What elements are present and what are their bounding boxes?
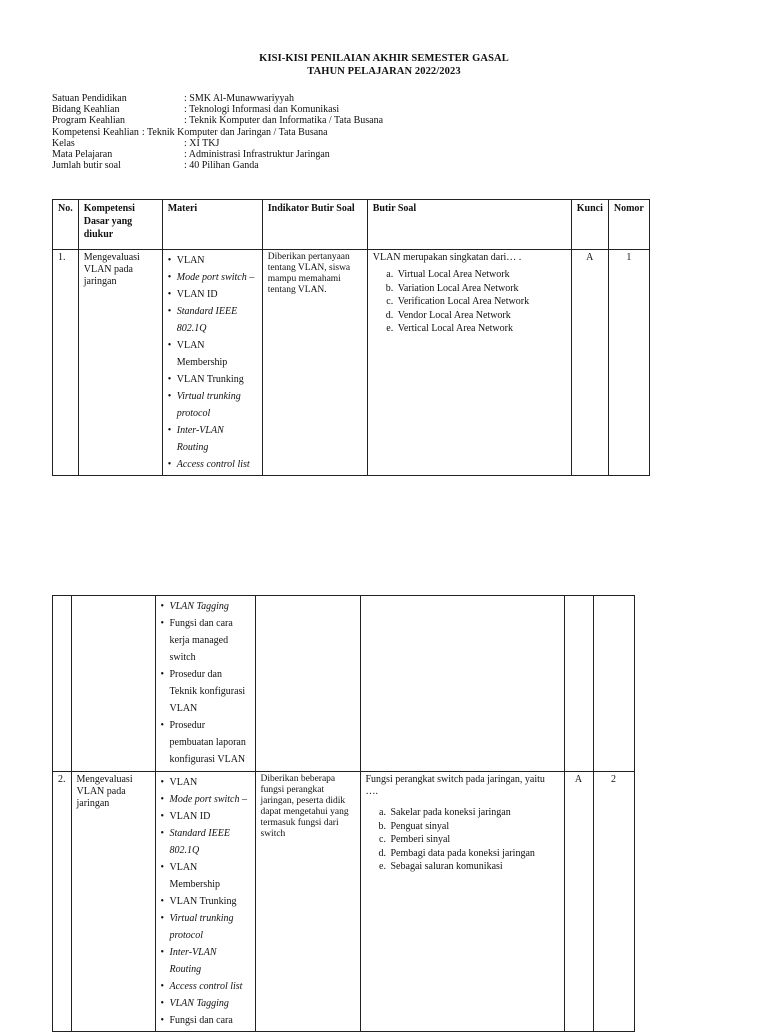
materi-item: • VLAN Tagging [161,995,250,1012]
meta-value: : Teknik Komputer dan Jaringan / Tata Busana [141,126,328,138]
row-kunci: A [564,772,593,1032]
table-row [53,250,650,476]
header-kunci: Kunci [571,200,608,250]
document-title-line1: KISI-KISI PENILAIAN AKHIR SEMESTER GASAL [259,53,509,64]
header-indikator: Indikator Butir Soal [262,200,367,250]
row-kompetensi-dasar: Mengevaluasi VLAN pada jaringan [78,250,162,476]
meta-value: : XI TKJ [184,137,220,149]
row-materi [155,772,255,1032]
materi-item: • Fungsi dan cara kerja managed switch [161,615,250,666]
materi-item: • Access control list [161,978,250,995]
row-materi [162,250,262,476]
header-no: No. [53,200,79,250]
meta-label: Mata Pelajaran [52,149,113,161]
meta-row [52,93,383,104]
header-butir-soal: Butir Soal [367,200,571,250]
meta-value: : SMK Al-Munawwariyyah [184,93,294,104]
answer-option: a. Sakelar pada koneksi jaringan [389,806,559,820]
answer-option: b. Variation Local Area Network [396,282,566,296]
meta-row [52,115,383,126]
materi-item: • Mode port switch – [168,269,257,286]
row-indikator: Diberikan pertanyaan tentang VLAN, siswa mampu memahami tentang VLAN. [262,250,367,476]
materi-item: • VLAN Tagging [161,598,250,615]
row-indikator: Diberikan beberapa fungsi perangkat jaringan, peserta didik dapat mengetahui yang termasuk fungsi dari switch [255,772,360,1032]
materi-item: • Virtual trunking protocol [161,910,250,944]
meta-value: : Teknologi Informasi dan Komunikasi [184,104,340,116]
materi-item: • VLAN ID [168,286,257,303]
kisi-kisi-table-page1 [52,199,650,476]
question-text: Fungsi perangkat switch pada jaringan, yaitu …. [365,774,545,797]
materi-item: • Mode port switch – [161,791,250,808]
materi-item: • Virtual trunking protocol [168,388,257,422]
table-row [53,772,635,1032]
materi-item: • Inter-VLAN Routing [161,944,250,978]
materi-item: • VLAN Membership [161,859,250,893]
row-kunci: A [571,250,608,476]
answer-option: c. Verification Local Area Network [396,295,566,309]
meta-row [52,138,383,149]
table-row [53,596,635,772]
row-kompetensi-dasar: Mengevaluasi VLAN pada jaringan [71,772,155,1032]
materi-item: • Access control list [168,456,257,473]
meta-row [52,149,383,160]
row-nomor: 2 [593,772,634,1032]
kisi-kisi-table-page2 [52,595,635,1032]
row-materi [155,596,255,772]
document-title-line2: TAHUN PELAJARAN 2022/2023 [307,66,461,77]
materi-item: • VLAN [161,774,250,791]
answer-option: a. Virtual Local Area Network [396,268,566,282]
materi-item: • Standard IEEE 802.1Q [168,303,257,337]
meta-row [52,160,383,171]
row-nomor: 1 [608,250,649,476]
materi-item: • VLAN Membership [168,337,257,371]
answer-option: e. Sebagai saluran komunikasi [389,860,559,874]
row-butir-soal [367,250,571,476]
answer-option: d. Vendor Local Area Network [396,309,566,323]
row-butir-soal [360,596,564,772]
meta-label: Satuan Pendidikan [52,93,127,104]
meta-label: Kelas [52,137,75,149]
answer-option: c. Pemberi sinyal [389,833,559,847]
header-materi: Materi [162,200,262,250]
row-no: 1. [53,250,79,476]
answer-option: e. Vertical Local Area Network [396,322,566,336]
materi-item: • Inter-VLAN Routing [168,422,257,456]
meta-value: : Administrasi Infrastruktur Jaringan [184,149,330,161]
materi-item: • VLAN [168,252,257,269]
document-meta [52,93,383,171]
materi-item: • VLAN Trunking [168,371,257,388]
row-indikator [255,596,360,772]
answer-option: d. Pembagi data pada koneksi jaringan [389,847,559,861]
table-header-row [53,200,650,250]
materi-item: • Prosedur pembuatan laporan konfigurasi VLAN [161,717,250,768]
row-butir-soal [360,772,564,1032]
materi-item: • VLAN Trunking [161,893,250,910]
row-nomor [593,596,634,772]
row-kunci [564,596,593,772]
materi-item: • Prosedur dan Teknik konfigurasi VLAN [161,666,250,717]
materi-item: • VLAN ID [161,808,250,825]
materi-item: • Fungsi dan cara [161,1012,250,1029]
answer-option: b. Penguat sinyal [389,820,559,834]
meta-row [52,127,383,138]
materi-item: • Standard IEEE 802.1Q [161,825,250,859]
row-no [53,596,72,772]
meta-value: : Teknik Komputer dan Informatika / Tata Busana [184,115,384,127]
meta-row [52,104,383,115]
meta-label: Bidang Keahlian [52,104,120,116]
row-kompetensi-dasar [71,596,155,772]
question-text: VLAN merupakan singkatan dari… . [372,252,522,263]
row-no: 2. [53,772,72,1032]
header-kompetensi-dasar: Kompetensi Dasar yang diukur [78,200,162,250]
meta-label: Program Keahlian [52,115,126,127]
header-nomor: Nomor [608,200,649,250]
meta-label: Jumlah butir soal [52,160,121,172]
meta-label: Kompetensi Keahlian [52,126,139,138]
meta-value: : 40 Pilihan Ganda [184,160,259,172]
